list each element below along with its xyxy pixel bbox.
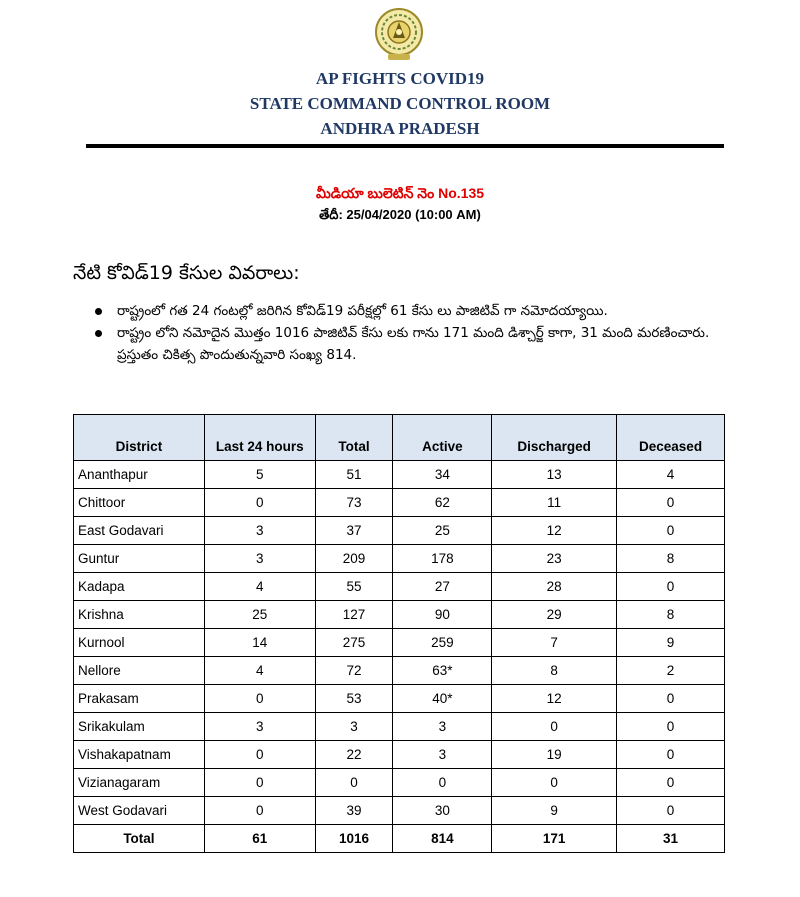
cell-last-24-hours: 0 bbox=[204, 489, 315, 517]
cell-last-24-hours: 0 bbox=[204, 797, 315, 825]
cell-deceased: 0 bbox=[617, 713, 725, 741]
cell-last-24-hours: 0 bbox=[204, 769, 315, 797]
cell-active: 3 bbox=[393, 713, 492, 741]
header-title: AP FIGHTS COVID19 bbox=[315, 69, 485, 88]
bulletin-date: తేదీ: 25/04/2020 (10:00 AM) bbox=[319, 207, 481, 222]
table-row bbox=[74, 713, 725, 741]
cell-district: Guntur bbox=[74, 545, 205, 573]
cell-active: 27 bbox=[393, 573, 492, 601]
cell-deceased: 8 bbox=[617, 545, 725, 573]
header-divider bbox=[86, 144, 724, 148]
cell-district: Srikakulam bbox=[74, 713, 205, 741]
cell-active: 259 bbox=[393, 629, 492, 657]
cell-discharged: 0 bbox=[492, 769, 617, 797]
cell-discharged: 11 bbox=[492, 489, 617, 517]
cell-active: 178 bbox=[393, 545, 492, 573]
summary-item: రాష్ట్రం లోని నమోదైన మొత్తం 1016 పాజిటివ్ కేసు లకు గాను 171 మంది డిశ్చార్జ్ కాగా, 31 మంది మరణించారు. ప్రస్తుతం చికిత్స పొందుతున్నవారి సంఖ్య 814. bbox=[95, 322, 735, 366]
cell-last-24-hours: 0 bbox=[204, 685, 315, 713]
cell-total: 275 bbox=[315, 629, 393, 657]
cell-discharged: 28 bbox=[492, 573, 617, 601]
cell-total: 22 bbox=[315, 741, 393, 769]
cell-active: 3 bbox=[393, 741, 492, 769]
total-active: 814 bbox=[393, 825, 492, 853]
cell-total: 55 bbox=[315, 573, 393, 601]
cell-discharged: 12 bbox=[492, 685, 617, 713]
cell-discharged: 8 bbox=[492, 657, 617, 685]
cell-discharged: 19 bbox=[492, 741, 617, 769]
table-row bbox=[74, 545, 725, 573]
cell-district: Krishna bbox=[74, 601, 205, 629]
cell-district: Chittoor bbox=[74, 489, 205, 517]
cell-deceased: 0 bbox=[617, 769, 725, 797]
cell-district: Vishakapatnam bbox=[74, 741, 205, 769]
cell-deceased: 0 bbox=[617, 517, 725, 545]
total-total: 1016 bbox=[315, 825, 393, 853]
table-row bbox=[74, 489, 725, 517]
cell-total: 127 bbox=[315, 601, 393, 629]
cell-deceased: 0 bbox=[617, 797, 725, 825]
cell-last-24-hours: 3 bbox=[204, 545, 315, 573]
table-total-row bbox=[74, 825, 725, 853]
total-district: Total bbox=[74, 825, 205, 853]
cell-active: 30 bbox=[393, 797, 492, 825]
table-row bbox=[74, 741, 725, 769]
cell-district: Nellore bbox=[74, 657, 205, 685]
cell-discharged: 0 bbox=[492, 713, 617, 741]
cell-district: East Godavari bbox=[74, 517, 205, 545]
cell-district: Kurnool bbox=[74, 629, 205, 657]
header-last-24-hours: Last 24 hours bbox=[204, 415, 315, 461]
cell-deceased: 0 bbox=[617, 685, 725, 713]
cell-last-24-hours: 14 bbox=[204, 629, 315, 657]
table-row bbox=[74, 769, 725, 797]
cell-total: 3 bbox=[315, 713, 393, 741]
cell-last-24-hours: 25 bbox=[204, 601, 315, 629]
cell-active: 63* bbox=[393, 657, 492, 685]
cell-total: 51 bbox=[315, 461, 393, 489]
cell-active: 0 bbox=[393, 769, 492, 797]
header-deceased: Deceased bbox=[617, 415, 725, 461]
cell-deceased: 0 bbox=[617, 573, 725, 601]
cell-discharged: 23 bbox=[492, 545, 617, 573]
header-discharged: Discharged bbox=[492, 415, 617, 461]
cell-total: 72 bbox=[315, 657, 393, 685]
district-cases-table bbox=[73, 414, 725, 853]
cell-last-24-hours: 4 bbox=[204, 573, 315, 601]
cell-discharged: 7 bbox=[492, 629, 617, 657]
cell-total: 37 bbox=[315, 517, 393, 545]
cell-district: Ananthapur bbox=[74, 461, 205, 489]
table-row bbox=[74, 685, 725, 713]
cell-total: 209 bbox=[315, 545, 393, 573]
cell-deceased: 0 bbox=[617, 489, 725, 517]
cell-deceased: 4 bbox=[617, 461, 725, 489]
document-header bbox=[0, 66, 800, 141]
total-discharged: 171 bbox=[492, 825, 617, 853]
total-last-24-hours: 61 bbox=[204, 825, 315, 853]
cell-district: Kadapa bbox=[74, 573, 205, 601]
cell-discharged: 9 bbox=[492, 797, 617, 825]
table-row bbox=[74, 657, 725, 685]
summary-item: రాష్ట్రంలో గత 24 గంటల్లో జరిగిన కోవిడ్19 పరీక్షల్లో 61 కేసు లు పాజిటివ్ గా నమోదయ్యాయి. bbox=[95, 300, 735, 322]
cell-last-24-hours: 0 bbox=[204, 741, 315, 769]
cell-district: Vizianagaram bbox=[74, 769, 205, 797]
header-district: District bbox=[74, 415, 205, 461]
bulletin-title: మీడియా బులెటిన్ నెం No.135 bbox=[315, 185, 485, 201]
cell-active: 34 bbox=[393, 461, 492, 489]
table-row bbox=[74, 573, 725, 601]
cell-total: 39 bbox=[315, 797, 393, 825]
cell-active: 25 bbox=[393, 517, 492, 545]
table-row bbox=[74, 517, 725, 545]
cell-district: West Godavari bbox=[74, 797, 205, 825]
cell-total: 53 bbox=[315, 685, 393, 713]
cell-district: Prakasam bbox=[74, 685, 205, 713]
header-state: ANDHRA PRADESH bbox=[320, 119, 480, 138]
cell-last-24-hours: 5 bbox=[204, 461, 315, 489]
summary-list bbox=[95, 300, 735, 366]
andhra-pradesh-emblem-icon bbox=[374, 6, 424, 62]
cell-last-24-hours: 3 bbox=[204, 517, 315, 545]
table-row bbox=[74, 797, 725, 825]
cell-discharged: 29 bbox=[492, 601, 617, 629]
table-row bbox=[74, 461, 725, 489]
cell-active: 62 bbox=[393, 489, 492, 517]
section-title: నేటి కోవిడ్19 కేసుల వివరాలు: bbox=[73, 262, 300, 284]
table-row bbox=[74, 629, 725, 657]
cell-last-24-hours: 3 bbox=[204, 713, 315, 741]
cell-deceased: 8 bbox=[617, 601, 725, 629]
cell-deceased: 9 bbox=[617, 629, 725, 657]
total-deceased: 31 bbox=[617, 825, 725, 853]
header-total: Total bbox=[315, 415, 393, 461]
cell-deceased: 0 bbox=[617, 741, 725, 769]
table-row bbox=[74, 601, 725, 629]
header-active: Active bbox=[393, 415, 492, 461]
cell-total: 0 bbox=[315, 769, 393, 797]
cell-last-24-hours: 4 bbox=[204, 657, 315, 685]
cell-total: 73 bbox=[315, 489, 393, 517]
header-subtitle: STATE COMMAND CONTROL ROOM bbox=[249, 94, 551, 113]
cell-deceased: 2 bbox=[617, 657, 725, 685]
cell-discharged: 12 bbox=[492, 517, 617, 545]
cell-active: 90 bbox=[393, 601, 492, 629]
cell-discharged: 13 bbox=[492, 461, 617, 489]
cell-active: 40* bbox=[393, 685, 492, 713]
table-header-row bbox=[74, 415, 725, 461]
